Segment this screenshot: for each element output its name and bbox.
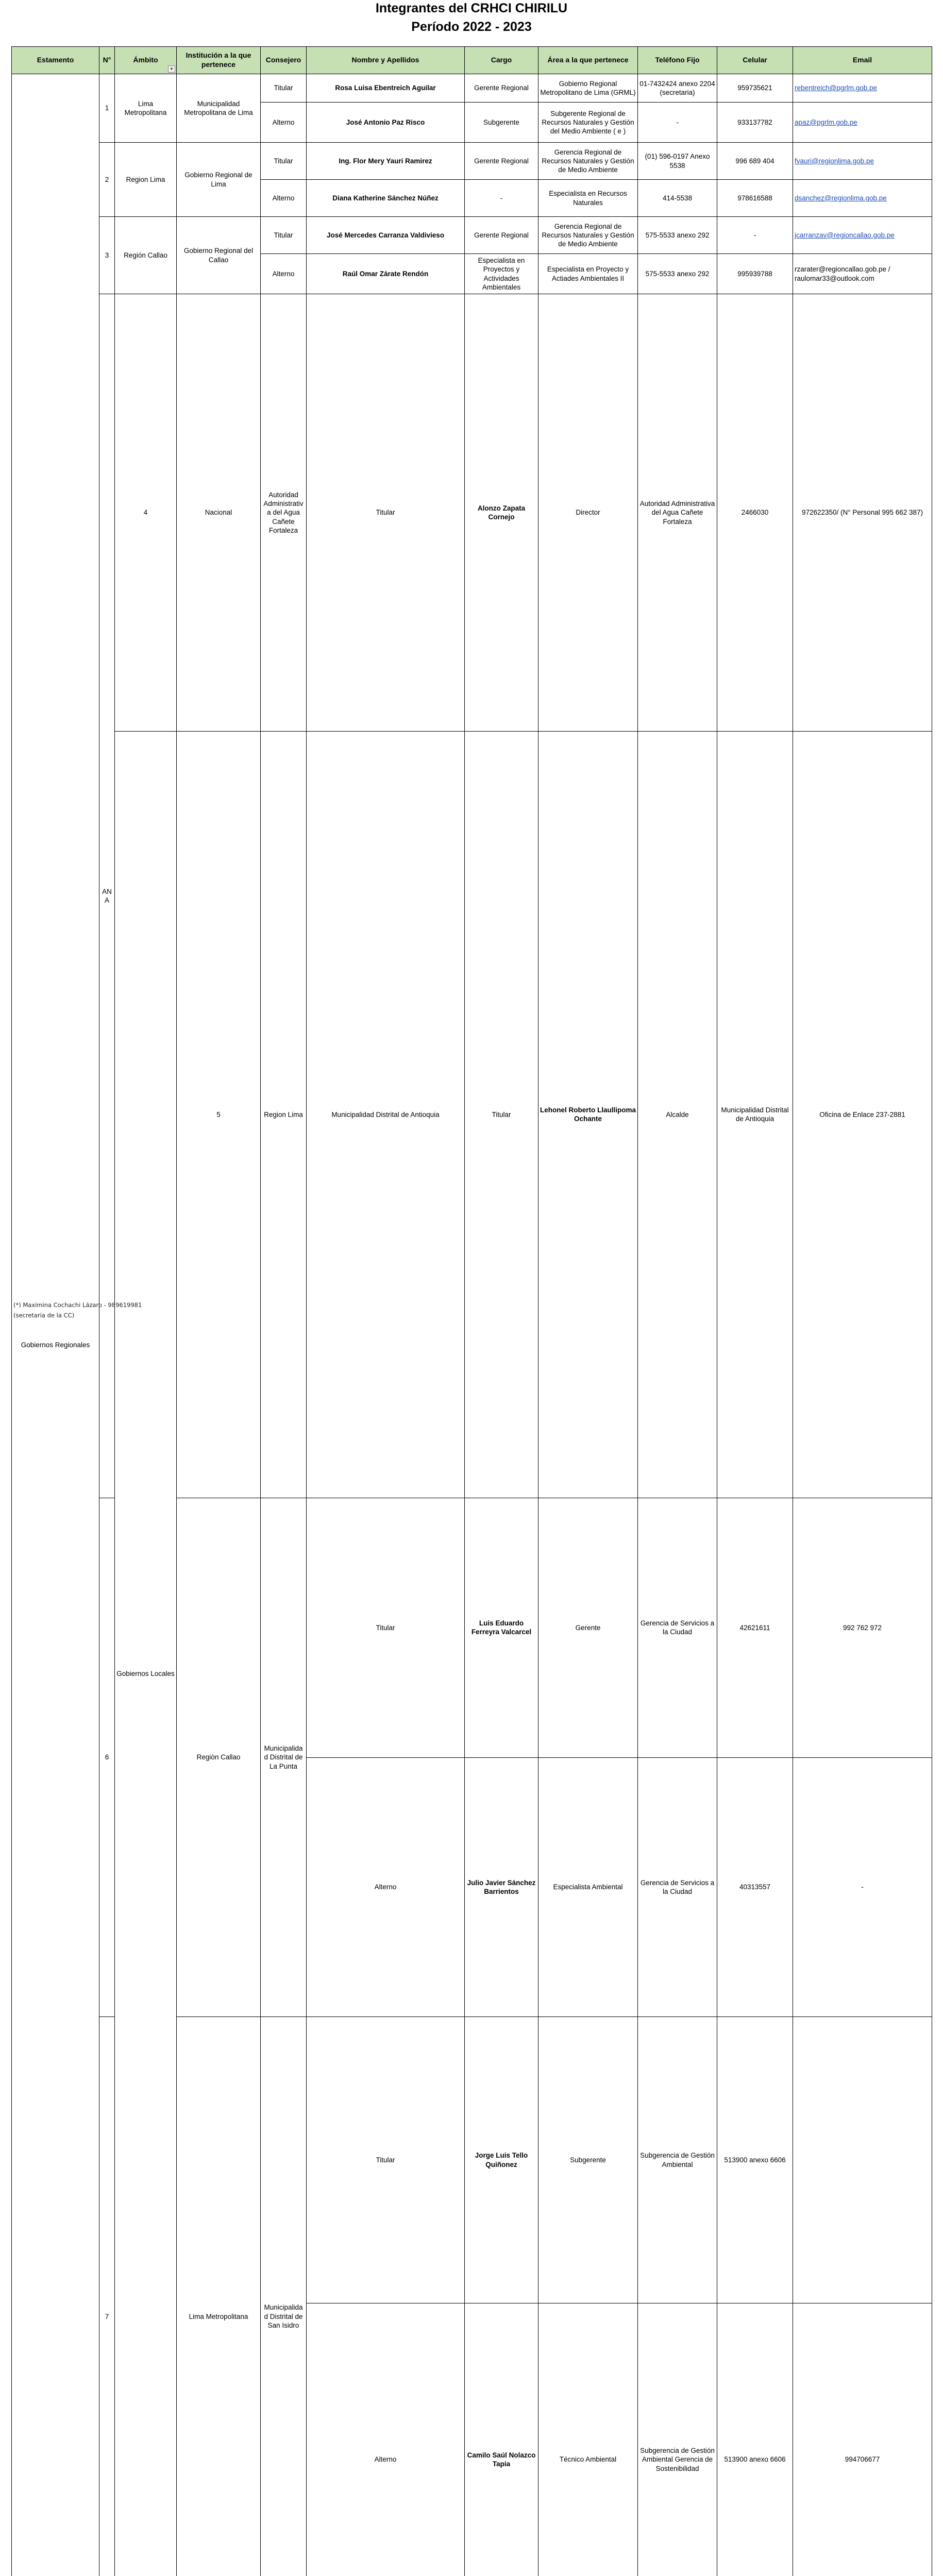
area-cell: Gerencia Regional de Recursos Naturales y Gestión de Medio Ambiente [538, 143, 638, 180]
consejero-cell: Titular [465, 732, 538, 1498]
header-ambito-label: Ámbito [133, 56, 158, 64]
celular-cell: 994706677 [793, 2303, 932, 2576]
celular-cell: 933137782 [717, 103, 793, 143]
area-cell: Autoridad Administrativa del Agua Cañete Fortaleza [638, 294, 717, 732]
consejero-cell: Titular [307, 294, 465, 732]
telefono-cell: 414-5538 [638, 180, 717, 217]
cargo-cell: - [465, 180, 538, 217]
consejero-cell: Titular [261, 74, 307, 103]
header-email: Email [793, 47, 932, 74]
email-cell [793, 254, 932, 294]
area-cell: Municipalidad Distrital de Antioquia [717, 732, 793, 1498]
telefono-cell: 575-5533 anexo 292 [638, 217, 717, 254]
header-ambito[interactable] [115, 47, 177, 74]
header-estamento: Estamento [12, 47, 99, 74]
ambito-cell: Lima Metropolitana [115, 74, 177, 143]
area-cell: Gerencia de Servicios a la Ciudad [638, 1757, 717, 2017]
ambito-cell: Region Lima [115, 143, 177, 217]
nombre-cell: Alonzo Zapata Cornejo [465, 294, 538, 732]
estamento-cell: Gobiernos Locales [115, 732, 177, 2576]
email-link[interactable]: jcarranzav@regioncallao.gob.pe [795, 231, 895, 239]
nombre-cell: Raúl Omar Zárate Rendón [307, 254, 465, 294]
consejero-cell: Titular [261, 143, 307, 180]
email-cell [793, 143, 932, 180]
ambito-cell: Regiòn Callao [177, 1498, 261, 2016]
estamento-cell: Gobiernos Regionales [12, 74, 99, 2576]
estamento-cell: ANA [99, 294, 115, 1498]
email-cell [793, 74, 932, 103]
header-number: N° [99, 47, 115, 74]
footnote-line-1: (*) Maximina Cochachi Lázaro - 989619981 [13, 1301, 142, 1309]
table-row [12, 294, 932, 732]
telefono-cell: 575-5533 anexo 292 [638, 254, 717, 294]
institucion-cell: Municipalidad Distrital de La Punta [261, 1498, 307, 2016]
nombre-cell: Rosa Luisa Ebentreich Aguilar [307, 74, 465, 103]
telefono-cell: 40313557 [717, 1757, 793, 2017]
consejero-cell: Alterno [307, 2303, 465, 2576]
area-cell: Subgerencia de Gestión Ambiental [638, 2017, 717, 2303]
cargo-cell: Gerente Regional [465, 217, 538, 254]
nombre-cell: Lehonel Roberto Llaullipoma Ochante [538, 732, 638, 1498]
institucion-cell: Autoridad Administrativa del Agua Cañete Fortaleza [261, 294, 307, 732]
number-cell: 2 [99, 143, 115, 217]
filter-dropdown-icon[interactable]: ▾ [168, 65, 175, 73]
number-cell: 7 [99, 2017, 115, 2576]
number-cell: 4 [115, 294, 177, 732]
telefono-cell: 513900 anexo 6606 [717, 2303, 793, 2576]
header-area: Área a la que pertenece [538, 47, 638, 74]
cargo-cell: Gerente Regional [465, 74, 538, 103]
celular-cell: 995939788 [717, 254, 793, 294]
table-row [12, 732, 932, 1498]
number-cell: 3 [99, 217, 115, 294]
email-link[interactable]: fyauri@regionlima.gob.pe [795, 157, 874, 165]
cargo-cell: Subgerente [538, 2017, 638, 2303]
institucion-cell: Municipalidad Distrital de Antioquia [307, 732, 465, 1498]
cargo-cell: Especialista Ambiental [538, 1757, 638, 2017]
area-cell: Especialista en Proyecto y Actiades Ambientales II [538, 254, 638, 294]
number-cell: 5 [177, 732, 261, 1498]
cargo-cell: Subgerente [465, 103, 538, 143]
header-institucion: Institución a la que pertenece [177, 47, 261, 74]
celular-cell: 992 762 972 [793, 1498, 932, 1757]
nombre-cell: Diana Katherine Sánchez Núñez [307, 180, 465, 217]
email-link: rzarater@regioncallao.gob.pe / raulomar33@outlook.com [795, 265, 890, 282]
email-link[interactable]: apaz@pgrlm.gob.pe [795, 118, 857, 126]
cargo-cell: Técnico Ambiental [538, 2303, 638, 2576]
consejero-cell: Alterno [261, 180, 307, 217]
area-cell: Gerencia de Servicios a la Ciudad [638, 1498, 717, 1757]
ambito-cell: Nacional [177, 294, 261, 732]
consejero-cell: Alterno [307, 1757, 465, 2017]
table-row [12, 217, 932, 254]
nombre-cell: Ing. Flor Mery Yauri Ramirez [307, 143, 465, 180]
header-telefono: Teléfono Fijo [638, 47, 717, 74]
celular-cell: 996 689 404 [717, 143, 793, 180]
members-table [11, 46, 932, 2576]
email-link[interactable]: rebentreich@pgrlm.gob.pe [795, 84, 877, 92]
area-cell: Especialista en Recursos Naturales [538, 180, 638, 217]
cargo-cell: Gerente Regional [465, 143, 538, 180]
consejero-cell: Alterno [261, 103, 307, 143]
cargo-cell: Gerente [538, 1498, 638, 1757]
telefono-cell: - [638, 103, 717, 143]
footnote-line-2: (secretaria de la CC) [13, 1312, 74, 1319]
celular-cell: 978616588 [717, 180, 793, 217]
document-subtitle: Período 2022 - 2023 [0, 20, 943, 35]
institucion-cell: Municipalidad Distrital de San Isidro [261, 2017, 307, 2576]
telefono-cell: 513900 anexo 6606 [717, 2017, 793, 2303]
nombre-cell: José Mercedes Carranza Valdivieso [307, 217, 465, 254]
cargo-cell: Alcalde [638, 732, 717, 1498]
nombre-cell: José Antonio Paz Risco [307, 103, 465, 143]
nombre-cell: Jorge Luis Tello Quiñonez [465, 2017, 538, 2303]
header-celular: Celular [717, 47, 793, 74]
email-link[interactable]: dsanchez@regionlima.gob.pe [795, 194, 887, 202]
telefono-cell: 2466030 [717, 294, 793, 732]
table-row [12, 143, 932, 180]
institucion-cell: Gobierno Regional de Lima [177, 143, 261, 217]
area-cell: Gobierno Regional Metropolitano de Lima (GRML) [538, 74, 638, 103]
area-cell: Subgerencia de Gestión Ambiental Gerencia de Sostenibilidad [638, 2303, 717, 2576]
telefono-cell: 01-7432424 anexo 2204 (secretaria) [638, 74, 717, 103]
nombre-cell: Julio Javier Sánchez Barrientos [465, 1757, 538, 2017]
celular-cell: - [793, 1757, 932, 2017]
number-cell: 6 [99, 1498, 115, 2016]
area-cell: Subgerente Regional de Recursos Naturales y Gestión del Medio Ambiente ( e ) [538, 103, 638, 143]
number-cell: 1 [99, 74, 115, 143]
celular-cell: 959735621 [717, 74, 793, 103]
celular-cell [793, 2017, 932, 2303]
nombre-cell: Luis Eduardo Ferreyra Valcarcel [465, 1498, 538, 1757]
email-cell [793, 180, 932, 217]
ambito-cell: Lima Metropolitana [177, 2017, 261, 2576]
ambito-cell: Region Lima [261, 732, 307, 1498]
telefono-cell: Oficina de Enlace 237-2881 [793, 732, 932, 1498]
header-row [12, 47, 932, 74]
celular-cell: - [717, 217, 793, 254]
institucion-cell: Municipalidad Metropolitana de Lima [177, 74, 261, 143]
institucion-cell: Gobierno Regional del Callao [177, 217, 261, 294]
consejero-cell: Titular [261, 217, 307, 254]
ambito-cell: Región Callao [115, 217, 177, 294]
header-consejero: Consejero [261, 47, 307, 74]
consejero-cell: Alterno [261, 254, 307, 294]
celular-cell: 972622350/ (N° Personal 995 662 387) [793, 294, 932, 732]
cargo-cell: Director [538, 294, 638, 732]
document-title: Integrantes del CRHCI CHIRILU [0, 1, 943, 16]
nombre-cell: Camilo Saúl Nolazco Tapia [465, 2303, 538, 2576]
area-cell: Gerencia Regional de Recursos Naturales y Gestión de Medio Ambiente [538, 217, 638, 254]
email-cell [793, 217, 932, 254]
telefono-cell: 42621611 [717, 1498, 793, 1757]
header-nombre: Nombre y Apellidos [307, 47, 465, 74]
consejero-cell: Titular [307, 1498, 465, 1757]
email-cell [793, 103, 932, 143]
consejero-cell: Titular [307, 2017, 465, 2303]
cargo-cell: Especialista en Proyectos y Actividades Ambientales [465, 254, 538, 294]
table-row [12, 74, 932, 103]
telefono-cell: (01) 596-0197 Anexo 5538 [638, 143, 717, 180]
header-cargo: Cargo [465, 47, 538, 74]
